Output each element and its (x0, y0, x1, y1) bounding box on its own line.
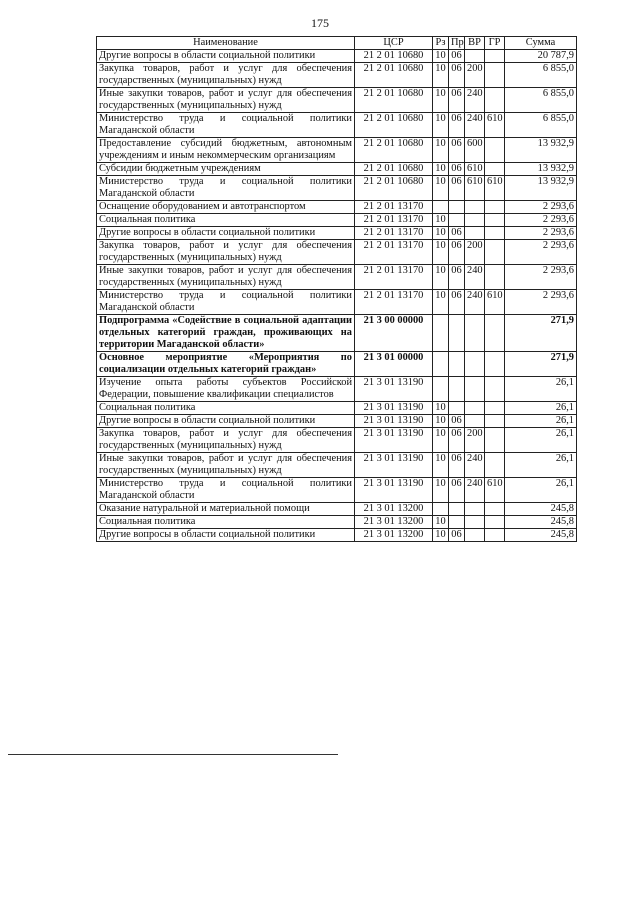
cell-pr: 06 (449, 50, 465, 63)
cell-gr (485, 265, 505, 290)
cell-sum: 271,9 (505, 352, 577, 377)
cell-vr (465, 415, 485, 428)
table-row (97, 176, 577, 201)
cell-csr: 21 3 01 13200 (355, 529, 433, 542)
cell-csr: 21 3 01 13190 (355, 478, 433, 503)
cell-vr (465, 516, 485, 529)
cell-pr: 06 (449, 478, 465, 503)
cell-gr (485, 50, 505, 63)
cell-pr: 06 (449, 290, 465, 315)
cell-name: Иные закупки товаров, работ и услуг для обеспечения государственных (муниципальных) нужд (97, 265, 355, 290)
cell-pr (449, 315, 465, 352)
cell-rz: 10 (433, 214, 449, 227)
cell-sum: 26,1 (505, 377, 577, 402)
cell-gr: 610 (485, 290, 505, 315)
cell-vr: 610 (465, 163, 485, 176)
cell-gr (485, 529, 505, 542)
cell-sum: 26,1 (505, 478, 577, 503)
header-rz: Рз (433, 37, 449, 50)
cell-vr (465, 529, 485, 542)
table-row (97, 352, 577, 377)
cell-csr: 21 2 01 13170 (355, 201, 433, 214)
table-row (97, 201, 577, 214)
cell-vr: 240 (465, 113, 485, 138)
cell-name: Министерство труда и социальной политики Магаданской области (97, 478, 355, 503)
cell-name: Закупка товаров, работ и услуг для обеспечения государственных (муниципальных) нужд (97, 63, 355, 88)
table-row (97, 113, 577, 138)
cell-gr (485, 201, 505, 214)
cell-sum: 245,8 (505, 516, 577, 529)
cell-gr (485, 138, 505, 163)
cell-pr: 06 (449, 113, 465, 138)
cell-sum: 13 932,9 (505, 176, 577, 201)
cell-vr (465, 50, 485, 63)
cell-vr (465, 201, 485, 214)
cell-csr: 21 3 01 00000 (355, 352, 433, 377)
cell-vr (465, 352, 485, 377)
table-row (97, 529, 577, 542)
cell-csr: 21 2 01 10680 (355, 176, 433, 201)
cell-pr: 06 (449, 415, 465, 428)
cell-vr: 600 (465, 138, 485, 163)
cell-pr: 06 (449, 88, 465, 113)
header-sum: Сумма (505, 37, 577, 50)
cell-pr: 06 (449, 428, 465, 453)
cell-sum: 26,1 (505, 415, 577, 428)
cell-rz: 10 (433, 516, 449, 529)
cell-vr: 240 (465, 290, 485, 315)
cell-name: Министерство труда и социальной политики Магаданской области (97, 290, 355, 315)
cell-pr: 06 (449, 163, 465, 176)
cell-gr: 610 (485, 113, 505, 138)
cell-sum: 6 855,0 (505, 63, 577, 88)
cell-csr: 21 3 01 13190 (355, 415, 433, 428)
cell-pr (449, 503, 465, 516)
cell-name: Оснащение оборудованием и автотранспортом (97, 201, 355, 214)
table-row (97, 415, 577, 428)
cell-sum: 26,1 (505, 402, 577, 415)
cell-name: Социальная политика (97, 402, 355, 415)
footnote-divider (8, 754, 338, 755)
cell-pr (449, 516, 465, 529)
cell-sum: 245,8 (505, 529, 577, 542)
cell-csr: 21 2 01 13170 (355, 240, 433, 265)
cell-pr: 06 (449, 176, 465, 201)
cell-gr (485, 402, 505, 415)
cell-name: Подпрограмма «Содействие в социальной адаптации отдельных категорий граждан, проживающих на территории Магаданской области» (97, 315, 355, 352)
cell-name: Министерство труда и социальной политики Магаданской области (97, 113, 355, 138)
cell-gr (485, 63, 505, 88)
cell-vr (465, 214, 485, 227)
cell-gr (485, 516, 505, 529)
cell-pr: 06 (449, 138, 465, 163)
table-row (97, 240, 577, 265)
cell-gr (485, 227, 505, 240)
cell-csr: 21 2 01 13170 (355, 214, 433, 227)
cell-rz: 10 (433, 240, 449, 265)
cell-rz (433, 201, 449, 214)
cell-name: Закупка товаров, работ и услуг для обеспечения государственных (муниципальных) нужд (97, 428, 355, 453)
cell-pr (449, 352, 465, 377)
cell-sum: 13 932,9 (505, 163, 577, 176)
table-row (97, 315, 577, 352)
cell-sum: 26,1 (505, 453, 577, 478)
table-row (97, 453, 577, 478)
header-vr: ВР (465, 37, 485, 50)
cell-gr (485, 352, 505, 377)
cell-vr: 240 (465, 453, 485, 478)
cell-pr: 06 (449, 63, 465, 88)
cell-pr: 06 (449, 227, 465, 240)
cell-csr: 21 2 01 10680 (355, 163, 433, 176)
cell-pr: 06 (449, 240, 465, 265)
cell-name: Субсидии бюджетным учреждениям (97, 163, 355, 176)
table-row (97, 63, 577, 88)
cell-pr: 06 (449, 529, 465, 542)
cell-sum: 2 293,6 (505, 214, 577, 227)
header-gr: ГР (485, 37, 505, 50)
cell-gr (485, 377, 505, 402)
cell-rz: 10 (433, 415, 449, 428)
table-row (97, 227, 577, 240)
cell-rz (433, 503, 449, 516)
cell-vr: 200 (465, 240, 485, 265)
cell-name: Другие вопросы в области социальной политики (97, 529, 355, 542)
header-pr: Пр (449, 37, 465, 50)
cell-rz (433, 377, 449, 402)
table-row (97, 265, 577, 290)
cell-sum: 245,8 (505, 503, 577, 516)
cell-name: Другие вопросы в области социальной политики (97, 415, 355, 428)
table-header-row (97, 37, 577, 50)
cell-vr: 240 (465, 88, 485, 113)
cell-pr (449, 402, 465, 415)
cell-csr: 21 3 01 13190 (355, 377, 433, 402)
cell-vr (465, 227, 485, 240)
cell-gr (485, 315, 505, 352)
cell-csr: 21 2 01 10680 (355, 50, 433, 63)
cell-pr (449, 201, 465, 214)
cell-rz (433, 352, 449, 377)
cell-rz: 10 (433, 290, 449, 315)
cell-csr: 21 2 01 10680 (355, 138, 433, 163)
table-row (97, 377, 577, 402)
cell-vr: 240 (465, 265, 485, 290)
cell-pr (449, 377, 465, 402)
cell-sum: 2 293,6 (505, 290, 577, 315)
cell-rz: 10 (433, 50, 449, 63)
cell-rz: 10 (433, 428, 449, 453)
cell-pr (449, 214, 465, 227)
cell-rz: 10 (433, 63, 449, 88)
cell-sum: 20 787,9 (505, 50, 577, 63)
cell-name: Другие вопросы в области социальной политики (97, 50, 355, 63)
cell-csr: 21 2 01 13170 (355, 265, 433, 290)
cell-rz: 10 (433, 163, 449, 176)
cell-csr: 21 3 01 13190 (355, 453, 433, 478)
cell-csr: 21 3 01 13200 (355, 516, 433, 529)
cell-sum: 2 293,6 (505, 265, 577, 290)
cell-sum: 2 293,6 (505, 240, 577, 265)
cell-vr: 240 (465, 478, 485, 503)
cell-rz: 10 (433, 402, 449, 415)
cell-csr: 21 3 01 13200 (355, 503, 433, 516)
cell-rz (433, 315, 449, 352)
cell-name: Основное мероприятие «Мероприятия по социализации отдельных категорий граждан» (97, 352, 355, 377)
cell-gr (485, 214, 505, 227)
table-row (97, 138, 577, 163)
cell-sum: 6 855,0 (505, 113, 577, 138)
cell-csr: 21 2 01 13170 (355, 227, 433, 240)
table-row (97, 503, 577, 516)
cell-csr: 21 3 01 13190 (355, 428, 433, 453)
cell-vr (465, 377, 485, 402)
table-row (97, 402, 577, 415)
cell-sum: 271,9 (505, 315, 577, 352)
cell-sum: 2 293,6 (505, 201, 577, 214)
page-number: 175 (311, 16, 329, 30)
cell-gr: 610 (485, 478, 505, 503)
cell-csr: 21 2 01 13170 (355, 290, 433, 315)
cell-name: Закупка товаров, работ и услуг для обеспечения государственных (муниципальных) нужд (97, 240, 355, 265)
cell-pr: 06 (449, 453, 465, 478)
table-row (97, 478, 577, 503)
cell-sum: 6 855,0 (505, 88, 577, 113)
cell-vr: 610 (465, 176, 485, 201)
cell-name: Иные закупки товаров, работ и услуг для обеспечения государственных (муниципальных) нужд (97, 88, 355, 113)
cell-rz: 10 (433, 265, 449, 290)
cell-gr: 610 (485, 176, 505, 201)
cell-csr: 21 2 01 10680 (355, 88, 433, 113)
table-row (97, 428, 577, 453)
cell-gr (485, 453, 505, 478)
header-csr: ЦСР (355, 37, 433, 50)
cell-sum: 2 293,6 (505, 227, 577, 240)
cell-gr (485, 503, 505, 516)
cell-name: Социальная политика (97, 516, 355, 529)
cell-rz: 10 (433, 478, 449, 503)
cell-gr (485, 163, 505, 176)
cell-gr (485, 415, 505, 428)
cell-name: Другие вопросы в области социальной политики (97, 227, 355, 240)
cell-pr: 06 (449, 265, 465, 290)
cell-sum: 13 932,9 (505, 138, 577, 163)
cell-vr: 200 (465, 63, 485, 88)
table-row (97, 88, 577, 113)
cell-gr (485, 240, 505, 265)
cell-csr: 21 3 00 00000 (355, 315, 433, 352)
cell-name: Министерство труда и социальной политики Магаданской области (97, 176, 355, 201)
cell-name: Социальная политика (97, 214, 355, 227)
cell-rz: 10 (433, 88, 449, 113)
table-body (97, 50, 577, 542)
cell-name: Иные закупки товаров, работ и услуг для обеспечения государственных (муниципальных) нужд (97, 453, 355, 478)
cell-rz: 10 (433, 227, 449, 240)
cell-name: Изучение опыта работы субъектов Российской Федерации, повышение квалификации специалистов (97, 377, 355, 402)
cell-vr: 200 (465, 428, 485, 453)
cell-rz: 10 (433, 113, 449, 138)
table-row (97, 290, 577, 315)
cell-rz: 10 (433, 453, 449, 478)
cell-name: Оказание натуральной и материальной помощи (97, 503, 355, 516)
cell-rz: 10 (433, 176, 449, 201)
cell-rz: 10 (433, 138, 449, 163)
cell-vr (465, 503, 485, 516)
table-row (97, 516, 577, 529)
header-name: Наименование (97, 37, 355, 50)
cell-csr: 21 2 01 10680 (355, 113, 433, 138)
cell-csr: 21 3 01 13190 (355, 402, 433, 415)
cell-sum: 26,1 (505, 428, 577, 453)
table-row (97, 50, 577, 63)
table-row (97, 214, 577, 227)
cell-name: Предоставление субсидий бюджетным, автономным учреждениям и иным некоммерческим организациям (97, 138, 355, 163)
cell-csr: 21 2 01 10680 (355, 63, 433, 88)
cell-gr (485, 428, 505, 453)
budget-table (96, 36, 577, 542)
cell-rz: 10 (433, 529, 449, 542)
cell-vr (465, 402, 485, 415)
table-row (97, 163, 577, 176)
cell-gr (485, 88, 505, 113)
cell-vr (465, 315, 485, 352)
